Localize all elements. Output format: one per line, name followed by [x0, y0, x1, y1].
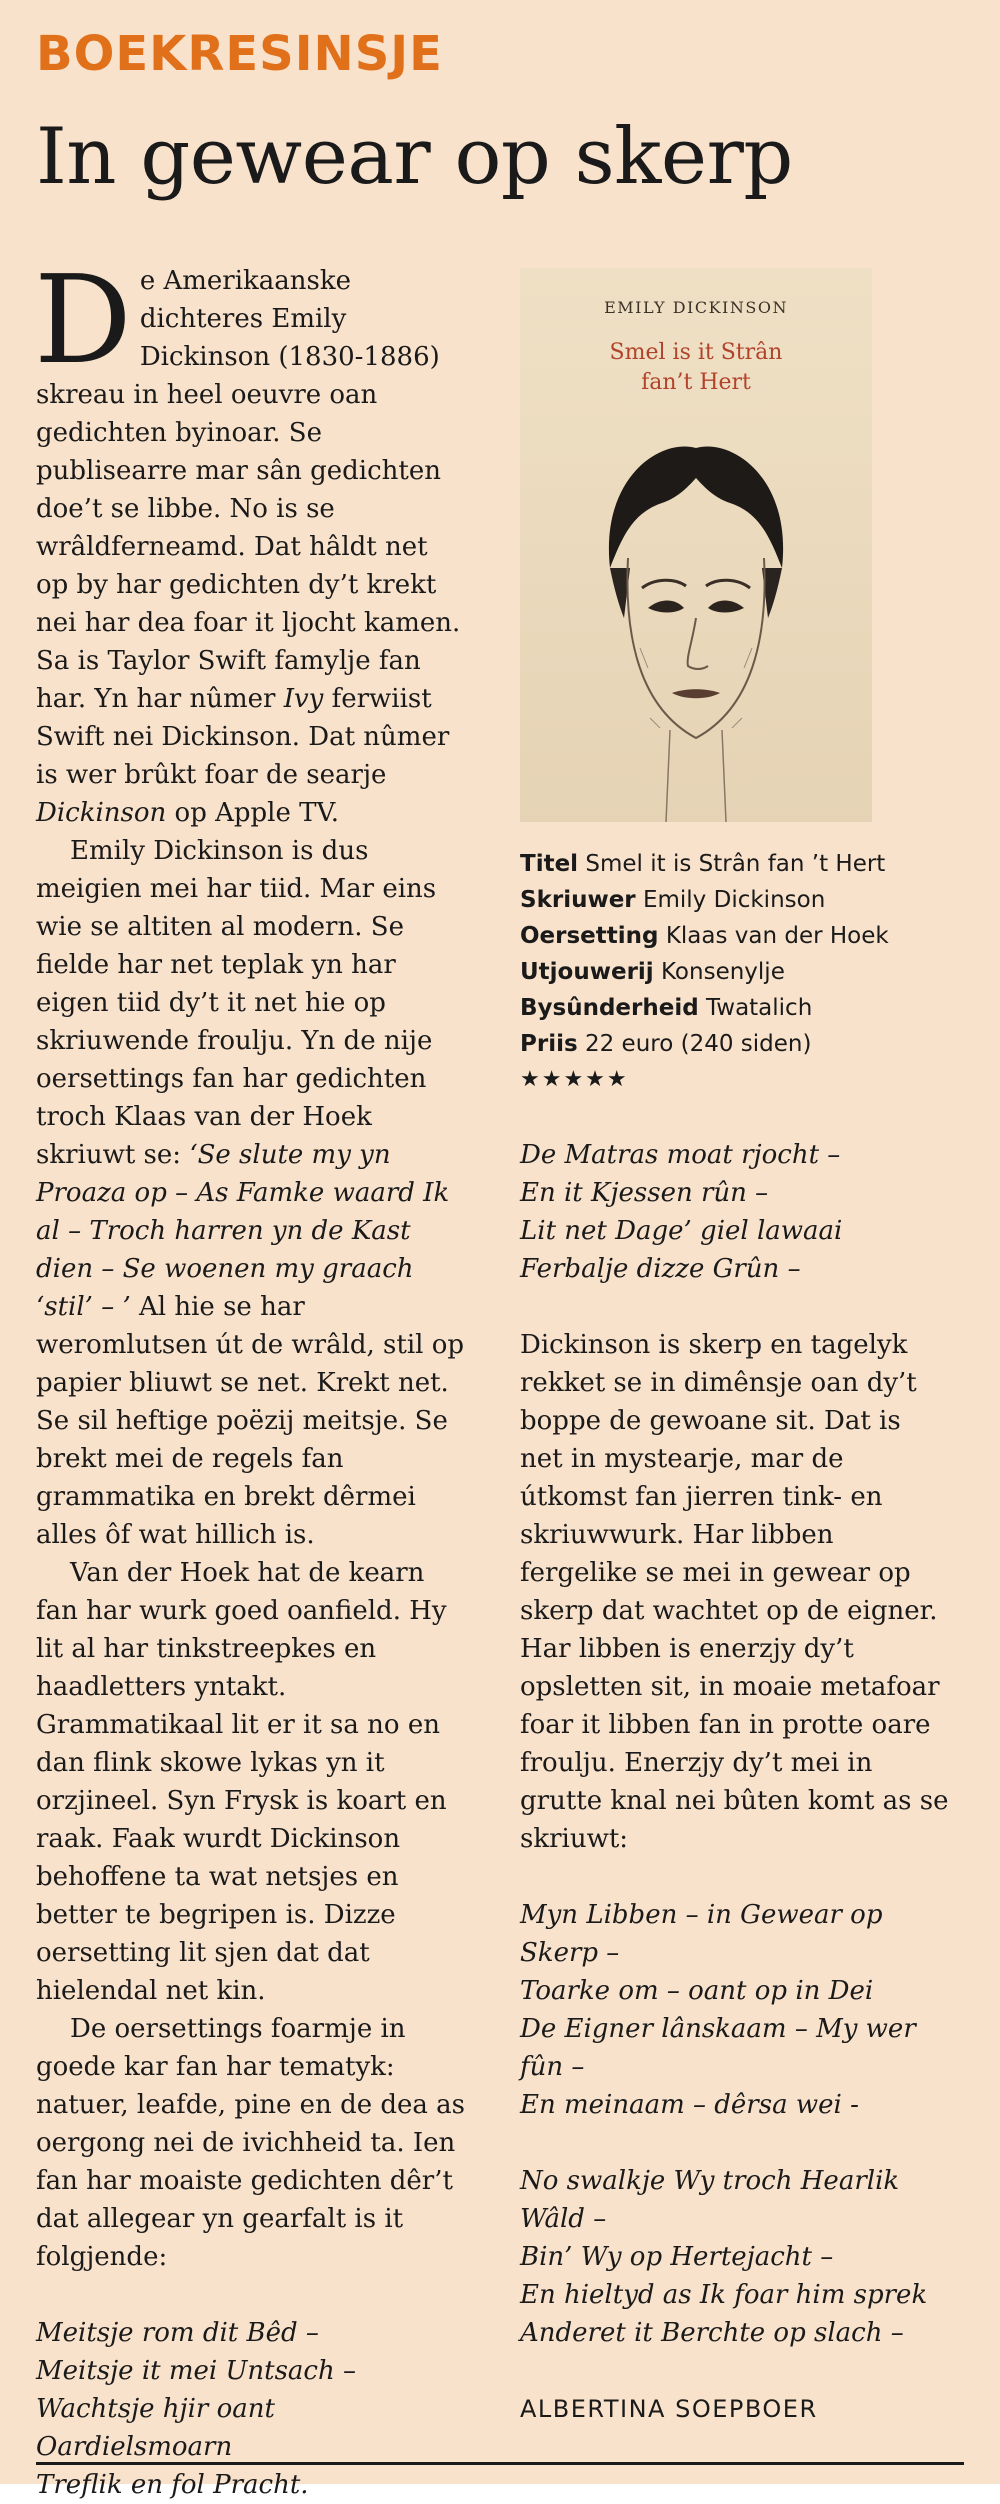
poem-stanza-2: De Matras moat rjocht – En it Kjessen rûn – Lit net Dage’ giel lawaai Ferbalje dizze Grûn –	[520, 1140, 843, 1284]
cover-author: EMILY DICKINSON	[604, 298, 788, 317]
bottom-rule	[36, 2462, 964, 2465]
author-byline: ALBERTINA SOEPBOER	[520, 2395, 818, 2423]
paragraph-1: De Amerikaanske dichteres Emily Dickinson (1830-1886) skreau in heel oeuvre oan gedichten byinoar. Se publisearre mar sân gedichten doe’t se libbe. No is se wrâldferneamd. Dat hâldt net op by har gedichten dy’t krekt nei har dea foar it ljocht kamen. Sa is Taylor Swift famylje fan har. Yn har nûmer Ivy ferwiist Swift nei Dickinson. Dat nûmer is wer brûkt foar de searje Dickinson op Apple TV.	[34, 249, 461, 828]
headline: In gewear op skerp	[36, 112, 793, 202]
paragraph-4: De oersettings foarmje in goede kar fan har tematyk: natuer, leafde, pine en de dea as oergong nei de ivichheid ta. Ien fan har moaiste gedichten dêr’t dat allegear yn gearfalt is it folgjende:	[36, 2014, 465, 2272]
book-info-box	[520, 846, 960, 1098]
article-column-right	[520, 1136, 950, 2428]
paragraph-2: Emily Dickinson is dus meigien mei har tiid. Mar eins wie se altiten al modern. Se fielde har net teplak yn har eigen tiid dy’t it net hie op skriuwende froulju. Yn de nije oersettings fan har gedichten troch Klaas van der Hoek skriuwt se: ‘Se slute my yn Proaza op – As Famke waard Ik al – Troch harren yn de Kast dien – Se woenen my graach ‘stil’ – ’ Al hie se har weromlutsen út de wrâld, stil op papier bliuwt se net. Krekt net. Se sil heftige poëzij meitsje. Se brekt mei de regels fan grammatika en brekt dêrmei alles ôf wat hillich is.	[36, 836, 465, 1550]
poem-stanza-4: No swalkje Wy troch Hearlik Wâld – Bin’ Wy op Hertejacht – En hieltyd as Ik foar him sprek Anderet it Berchte op slach –	[520, 2166, 928, 2348]
book-cover-image	[520, 268, 872, 822]
star-rating: ★★★★★	[520, 1067, 629, 1092]
poem-stanza-3: Myn Libben – in Gewear op Skerp – Toarke om – oant op in Dei De Eigner lânskaam – My wer fûn – En meinaam – dêrsa wei -	[520, 1900, 916, 2120]
article-column-left	[34, 249, 466, 2504]
paragraph-5: Dickinson is skerp en tagelyk rekket se in dimênsje oan dy’t boppe de gewoane sit. Dat is net in mystearje, mar de útkomst fan jierren tink- en skriuwwurk. Har libben fergelike se mei in gewear op skerp dat wachtet op de eigner. Har libben is enerzjy dy’t opsletten sit, in moaie metafoar foar it libben fan in protte oare froulju. Enerzjy dy’t mei in grutte knal nei bûten komt as se skriuwt:	[520, 1330, 949, 1854]
info-price: Priis 22 euro (240 siden)	[520, 1031, 812, 1057]
info-translation: Oersetting Klaas van der Hoek	[520, 923, 889, 949]
info-title: Titel Smel it is Strân fan ’t Hert	[520, 851, 886, 877]
drop-cap: D	[34, 249, 132, 391]
info-publisher: Utjouwerij Konsenylje	[520, 959, 785, 985]
info-author: Skriuwer Emily Dickinson	[520, 887, 826, 913]
poem-stanza-1: Meitsje rom dit Bêd – Meitsje it mei Untsach – Wachtsje hjir oant Oardielsmoarn Treflik en fol Pracht.	[36, 2318, 356, 2500]
section-label: BOEKRESINSJE	[36, 26, 443, 82]
info-particulars: Bysûnderheid Twatalich	[520, 995, 813, 1021]
paragraph-3: Van der Hoek hat de kearn fan har wurk goed oanfield. Hy lit al har tinkstreepkes en haadletters yntakt. Grammatikaal lit er it sa no en dan flink skowe lykas yn it orzjineel. Syn Frysk is koart en raak. Faak wurdt Dickinson behoffene ta wat netsjes en better te begripen is. Dizze oersetting lit sjen dat dat hielendal net kin.	[36, 1558, 447, 2006]
inline-poem-quote: ‘Se slute my yn Proaza op – As Famke waard Ik al – Troch harren yn de Kast dien – Se woenen my graach ‘stil’ – ’	[36, 1140, 450, 1322]
cover-title: Smel is it Strân fan’t Hert	[609, 340, 783, 395]
portrait-illustration	[520, 418, 872, 822]
